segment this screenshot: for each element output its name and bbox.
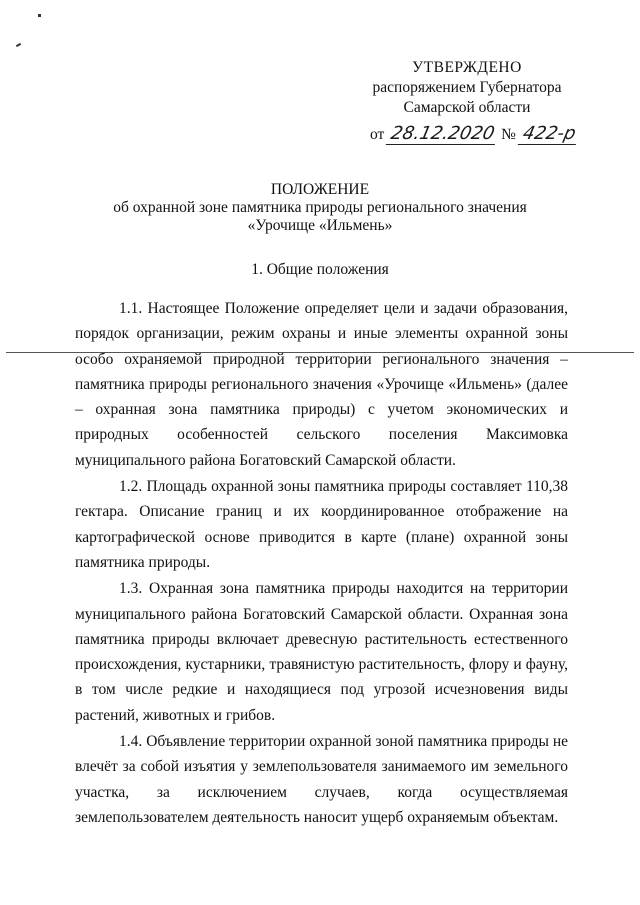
approval-block bbox=[352, 58, 582, 145]
date-prefix: от bbox=[370, 126, 385, 143]
approval-line-1: распоряжением Губернатора bbox=[372, 79, 562, 96]
document-title: ПОЛОЖЕНИЕ bbox=[270, 181, 370, 198]
approval-line-2: Самарской области bbox=[403, 99, 531, 116]
paragraph-1-3: 1.3. Охранная зона памятника природы находится на территории муниципального района Богатовский Самарской области. Охранная зона памятника природы включает древесную растительность естественного происхождения, кустарники, травянистую растительность, флору и фауну, в том числе редкие и находящиеся под угрозой исчезновения виды растений, животных и грибов. bbox=[75, 580, 568, 724]
document-subtitle-line-2: «Урочище «Ильмень» bbox=[247, 217, 393, 234]
approval-dateline bbox=[352, 124, 582, 145]
number-prefix: № bbox=[501, 126, 516, 143]
document-body bbox=[75, 296, 568, 831]
approval-heading: УТВЕРЖДЕНО bbox=[412, 59, 522, 76]
paragraph-1-1: 1.1. Настоящее Положение определяет цели и задачи образования, порядок организации, режим охраны и иные элементы охранной зоны особо охраняемой природной территории регионального значения – памятника природы регионального значения «Урочище «Ильмень» (далее – охранная зона памятника природы) с учетом экономических и природных особенностей сельского поселения Максимовка муниципального района Богатовский Самарской области. bbox=[75, 300, 568, 469]
scan-mark bbox=[16, 43, 21, 47]
paragraph-1-4: 1.4. Объявление территории охранной зоной памятника природы не влечёт за собой изъятия у землепользователя занимаемого им земельного участка, за исключением случаев, когда осуществляемая землепользователем деятельность наносит ущерб охраняемым объектам. bbox=[75, 733, 568, 826]
paragraph-1-2: 1.2. Площадь охранной зоны памятника природы составляет 110,38 гектара. Описание границ и их координированное отображение на картографической основе приводится в карте (плане) охранной зоны памятника природы. bbox=[75, 478, 568, 571]
handwritten-number: 422-р bbox=[518, 124, 581, 145]
section-heading: 1. Общие положения bbox=[251, 261, 389, 278]
scan-mark bbox=[38, 14, 41, 17]
handwritten-date: 28.12.2020 bbox=[386, 124, 500, 145]
document-title-block bbox=[70, 181, 570, 235]
document-subtitle-line-1: об охранной зоне памятника природы регионального значения bbox=[113, 199, 527, 216]
